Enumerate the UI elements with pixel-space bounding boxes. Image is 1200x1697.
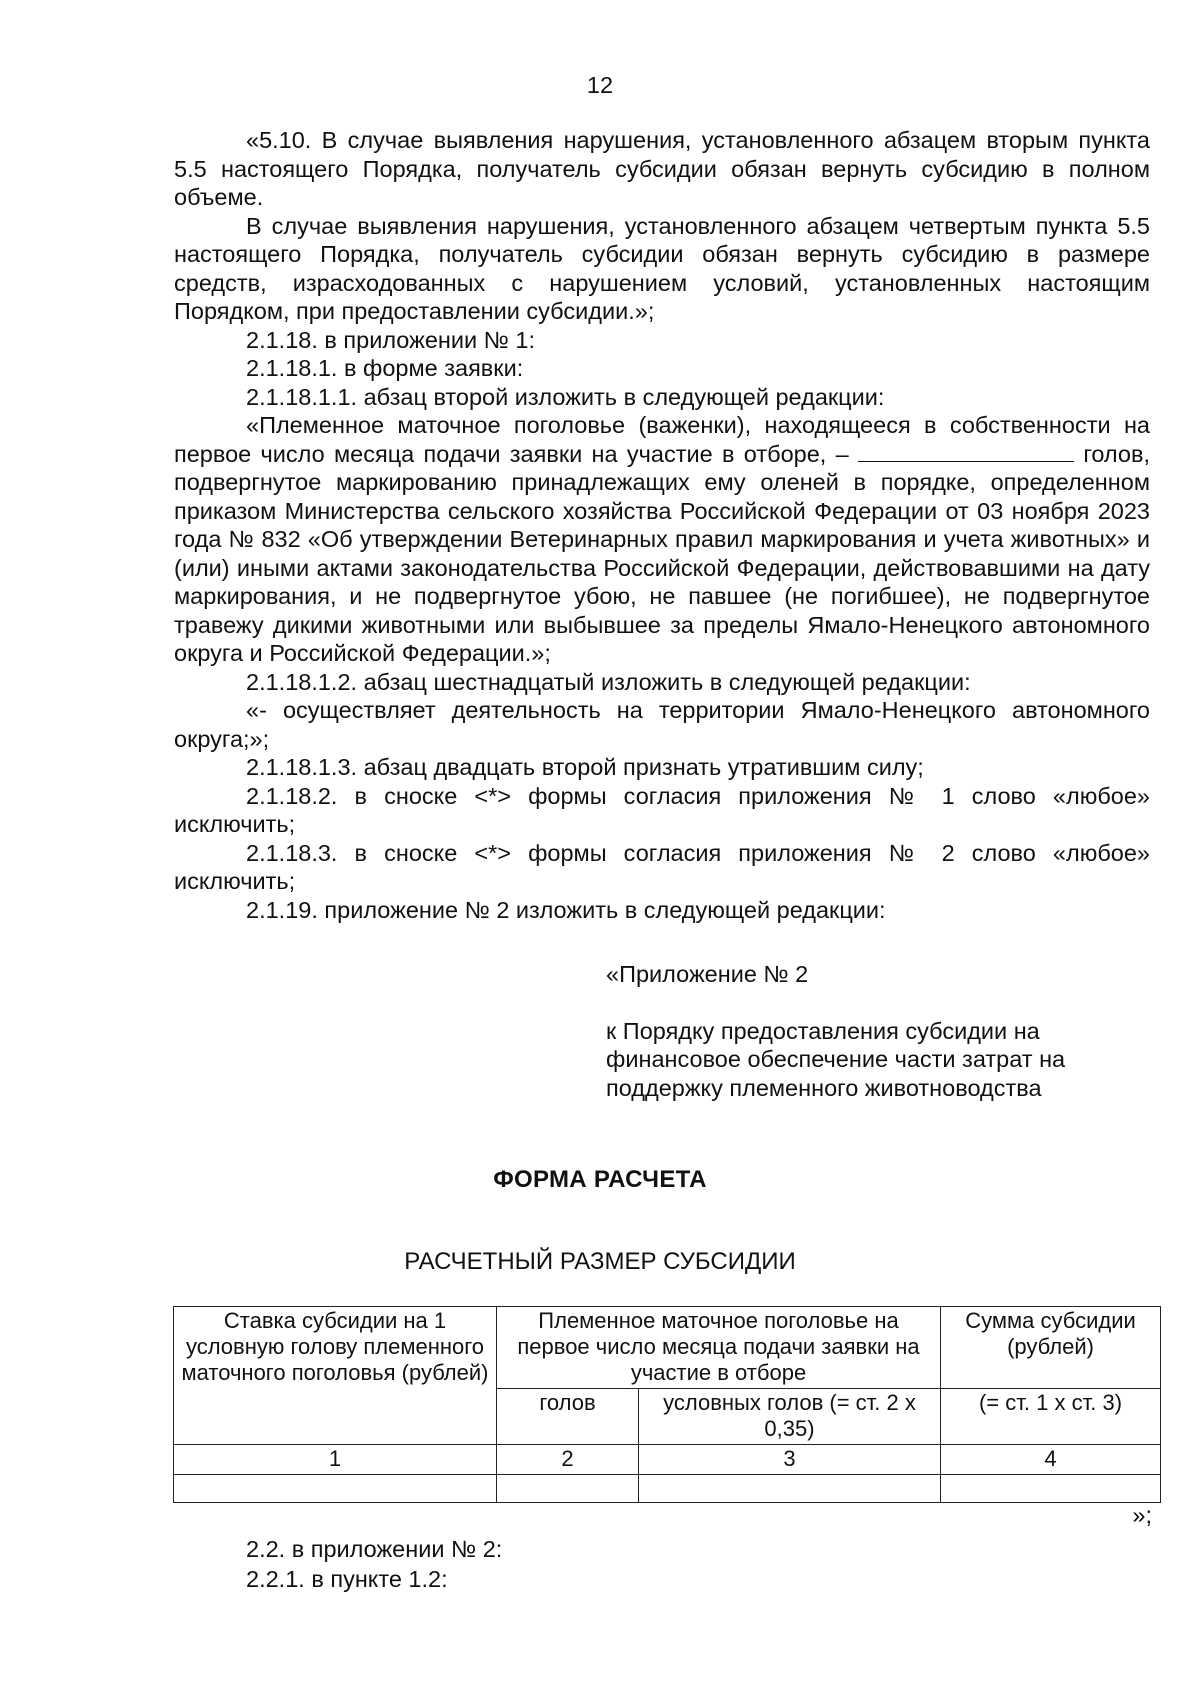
table-title: РАСЧЕТНЫЙ РАЗМЕР СУБСИДИИ xyxy=(404,1248,796,1275)
table-empty-row xyxy=(174,1475,1161,1503)
paragraph-2-2-1: 2.2.1. в пункте 1.2: xyxy=(246,1566,448,1592)
appendix-line: поддержку племенного животноводства xyxy=(606,1074,1042,1101)
table-header-row xyxy=(174,1307,1161,1389)
appendix-line: финансовое обеспечение части затрат на xyxy=(606,1046,1066,1072)
appendix-line: к Порядку предоставления субсидии на xyxy=(606,1017,1040,1044)
paragraph-2-1-18: 2.1.18. в приложении № 1: xyxy=(246,326,535,353)
header-sum: Сумма субсидии (рублей) xyxy=(941,1307,1161,1389)
document-body xyxy=(174,126,1150,924)
paragraph-violation-fourth: В случае выявления нарушения, установленного абзацем четвертым пункта 5.5 настоящего Порядка, получатель субсидии обязан вернуть субсидию в размере средств, израсходованных с нарушением условий, установленных настоящим Порядком, при предоставлении субсидии.»; xyxy=(174,212,1150,324)
empty-cell xyxy=(941,1475,1161,1503)
form-title: ФОРМА РАСЧЕТА xyxy=(493,1166,707,1193)
paragraph-2-1-18-1-2: 2.1.18.1.2. абзац шестнадцатый изложить в следующей редакции: xyxy=(246,668,971,695)
empty-cell xyxy=(497,1475,639,1503)
quote-paragraph xyxy=(174,411,1150,668)
column-number: 1 xyxy=(174,1445,497,1475)
paragraph-2-1-18-1: 2.1.18.1. в форме заявки: xyxy=(246,355,524,381)
paragraph-activity-territory: «- осуществляет деятельность на территории Ямало-Ненецкого автономного округа;»; xyxy=(174,697,1150,752)
header-livestock: Племенное маточное поголовье на первое число месяца подачи заявки на участие в отборе xyxy=(497,1307,941,1389)
paragraph-2-1-18-3: 2.1.18.3. в сноске <*> формы согласия приложения № 2 слово «любое» исключить; xyxy=(174,839,1150,894)
paragraph-2-1-18-1-3: 2.1.18.1.3. абзац двадцать второй признать утратившим силу; xyxy=(246,754,924,780)
header-sum-formula: (= ст. 1 х ст. 3) xyxy=(941,1389,1161,1445)
paragraph-2-1-19: 2.1.19. приложение № 2 изложить в следующей редакции: xyxy=(246,896,886,923)
quote-part-2: голов, подвергнутое маркированию принадлежащих ему оленей в порядке, определенном приказом Министерства сельского хозяйства Российской Федерации от 03 ноября 2023 года № 832 «Об утверждении Ветеринарных правил маркирования и учета животных» и (или) иными актами законодательства Российской Федерации, действовавшими на дату маркирования, и не подвергнутое убою, не павшее (не погибшее), не подвергнутое травежу дикими животными или выбывшее за пределы Ямало-Ненецкого автономного округа и Российской Федерации.»; xyxy=(174,440,1150,666)
appendix-header xyxy=(606,960,1146,1102)
paragraph-5-10: «5.10. В случае выявления нарушения, установленного абзацем вторым пункта 5.5 настоящего Порядка, получатель субсидии обязан вернуть субсидию в полном объеме. xyxy=(174,127,1150,210)
closing-quote: »; xyxy=(1132,1502,1152,1528)
page-number: 12 xyxy=(586,72,614,98)
column-number: 2 xyxy=(497,1445,639,1475)
header-rate: Ставка субсидии на 1 условную голову племенного маточного поголовья (рублей) xyxy=(174,1307,497,1445)
paragraph-2-2: 2.2. в приложении № 2: xyxy=(246,1536,503,1562)
calculation-table xyxy=(173,1306,1161,1503)
tail-section xyxy=(246,1535,502,1595)
header-conditional-heads: условных голов (= ст. 2 х 0,35) xyxy=(639,1389,941,1445)
table-numbers-row xyxy=(174,1445,1161,1475)
column-number: 4 xyxy=(941,1445,1161,1475)
paragraph-2-1-18-2: 2.1.18.2. в сноске <*> формы согласия приложения № 1 слово «любое» исключить; xyxy=(174,782,1150,837)
paragraph-2-1-18-1-1: 2.1.18.1.1. абзац второй изложить в следующей редакции: xyxy=(246,383,885,410)
header-heads: голов xyxy=(497,1389,639,1445)
empty-cell xyxy=(639,1475,941,1503)
quote-part-1: «Племенное маточное поголовье (важенки), находящееся в собственности на первое число месяца подачи заявки на участие в отборе, – xyxy=(174,412,1150,467)
fill-in-blank xyxy=(858,443,1074,462)
column-number: 3 xyxy=(639,1445,941,1475)
empty-cell xyxy=(174,1475,497,1503)
appendix-title: «Приложение № 2 xyxy=(606,961,809,987)
